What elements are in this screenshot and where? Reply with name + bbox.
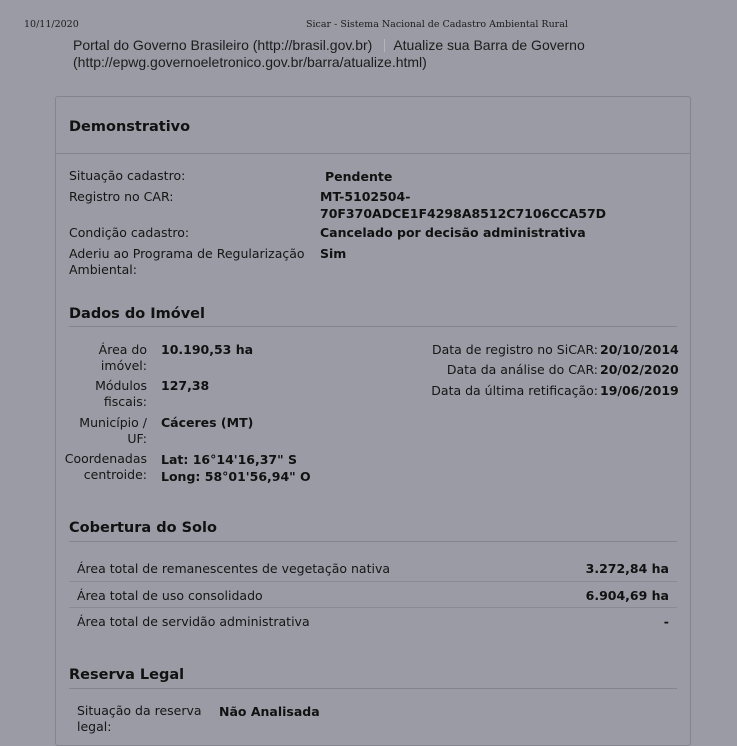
coordenadas-value [161, 452, 311, 485]
cobertura-row-value: - [663, 614, 669, 629]
coordenada-longitude: Long: 58°01'56,94" O [161, 469, 311, 484]
modulos-fiscais-label-line2: fiscais: [103, 394, 147, 409]
cobertura-row-label: Área total de uso consolidado [77, 588, 263, 603]
panel-title: Demonstrativo [69, 119, 191, 135]
aderiu-pra-label [69, 246, 305, 278]
data-registro-label: Data de registro no SiCAR: [431, 342, 598, 357]
situacao-reserva-value: Não Analisada [219, 704, 320, 719]
cobertura-solo-title: Cobertura do Solo [69, 520, 217, 536]
atualize-barra-link[interactable]: Atualize sua Barra de Governo [393, 37, 585, 53]
cobertura-row-label: Área total de servidão administrativa [77, 614, 310, 629]
aderiu-pra-label-line2: Ambiental: [69, 262, 137, 277]
modulos-fiscais-value: 127,38 [161, 378, 210, 393]
data-analise-value: 20/02/2020 [600, 362, 679, 377]
reserva-legal-divider [69, 688, 677, 689]
print-page-title: Sicar - Sistema Nacional de Cadastro Ambiental Rural [306, 19, 568, 30]
cobertura-row [69, 607, 677, 633]
coordenada-latitude: Lat: 16°14'16,37" S [161, 452, 297, 467]
situacao-cadastro-value: Pendente [325, 169, 393, 184]
registro-car-value-line1: MT-5102504- [320, 189, 411, 204]
cobertura-row [69, 555, 677, 581]
registro-car-label: Registro no CAR: [69, 189, 174, 204]
print-header [0, 0, 737, 34]
registro-car-value [320, 189, 606, 222]
coordenadas-label [60, 451, 147, 483]
data-retificacao-label: Data da última retificação: [431, 383, 598, 398]
panel-heading [56, 97, 690, 154]
gov-bar-separator [384, 39, 385, 52]
modulos-fiscais-label-line1: Módulos [95, 378, 147, 393]
aderiu-pra-value: Sim [320, 246, 347, 261]
condicao-cadastro-label: Condição cadastro: [69, 225, 190, 240]
registro-car-value-line2: 70F370ADCE1F4298A8512C7106CCA57D [320, 206, 607, 221]
municipio-uf-value: Cáceres (MT) [161, 415, 254, 430]
area-imovel-value: 10.190,53 ha [161, 342, 254, 357]
cobertura-solo-divider [69, 541, 677, 542]
situacao-reserva-label-line1: Situação da reserva [77, 703, 202, 718]
cobertura-row-label: Área total de remanescentes de vegetação nativa [77, 561, 391, 576]
area-imovel-label-line1: Área do [98, 342, 147, 357]
data-analise-label: Data da análise do CAR: [446, 362, 598, 377]
coordenadas-label-line1: Coordenadas [64, 451, 147, 466]
situacao-reserva-label [77, 703, 202, 735]
modulos-fiscais-label [60, 378, 147, 410]
data-registro-value: 20/10/2014 [600, 342, 679, 357]
data-retificacao-value: 19/06/2019 [600, 383, 679, 398]
situacao-cadastro-label: Situação cadastro: [69, 168, 186, 183]
situacao-reserva-label-line2: legal: [77, 719, 112, 734]
cobertura-row [69, 581, 677, 607]
area-imovel-label-line2: imóvel: [100, 358, 147, 373]
area-imovel-label [60, 342, 147, 374]
gov-bar [73, 37, 673, 71]
municipio-uf-label-line1: Município / [79, 415, 147, 430]
portal-governo-link[interactable]: Portal do Governo Brasileiro (http://brasil.gov.br) [73, 37, 373, 53]
coordenadas-label-line2: centroide: [83, 467, 147, 482]
dados-imovel-divider [69, 326, 677, 327]
reserva-legal-title: Reserva Legal [69, 667, 185, 683]
atualize-barra-url[interactable]: (http://epwg.governoeletronico.gov.br/barra/atualize.html) [73, 54, 427, 70]
cobertura-row-value: 6.904,69 ha [585, 588, 669, 603]
municipio-uf-label [60, 415, 147, 447]
dados-imovel-title: Dados do Imóvel [69, 306, 205, 322]
aderiu-pra-label-line1: Aderiu ao Programa de Regularização [69, 246, 305, 261]
print-date: 10/11/2020 [24, 19, 79, 30]
municipio-uf-label-line2: UF: [127, 431, 147, 446]
condicao-cadastro-value: Cancelado por decisão administrativa [320, 225, 586, 240]
cobertura-row-value: 3.272,84 ha [585, 561, 669, 576]
